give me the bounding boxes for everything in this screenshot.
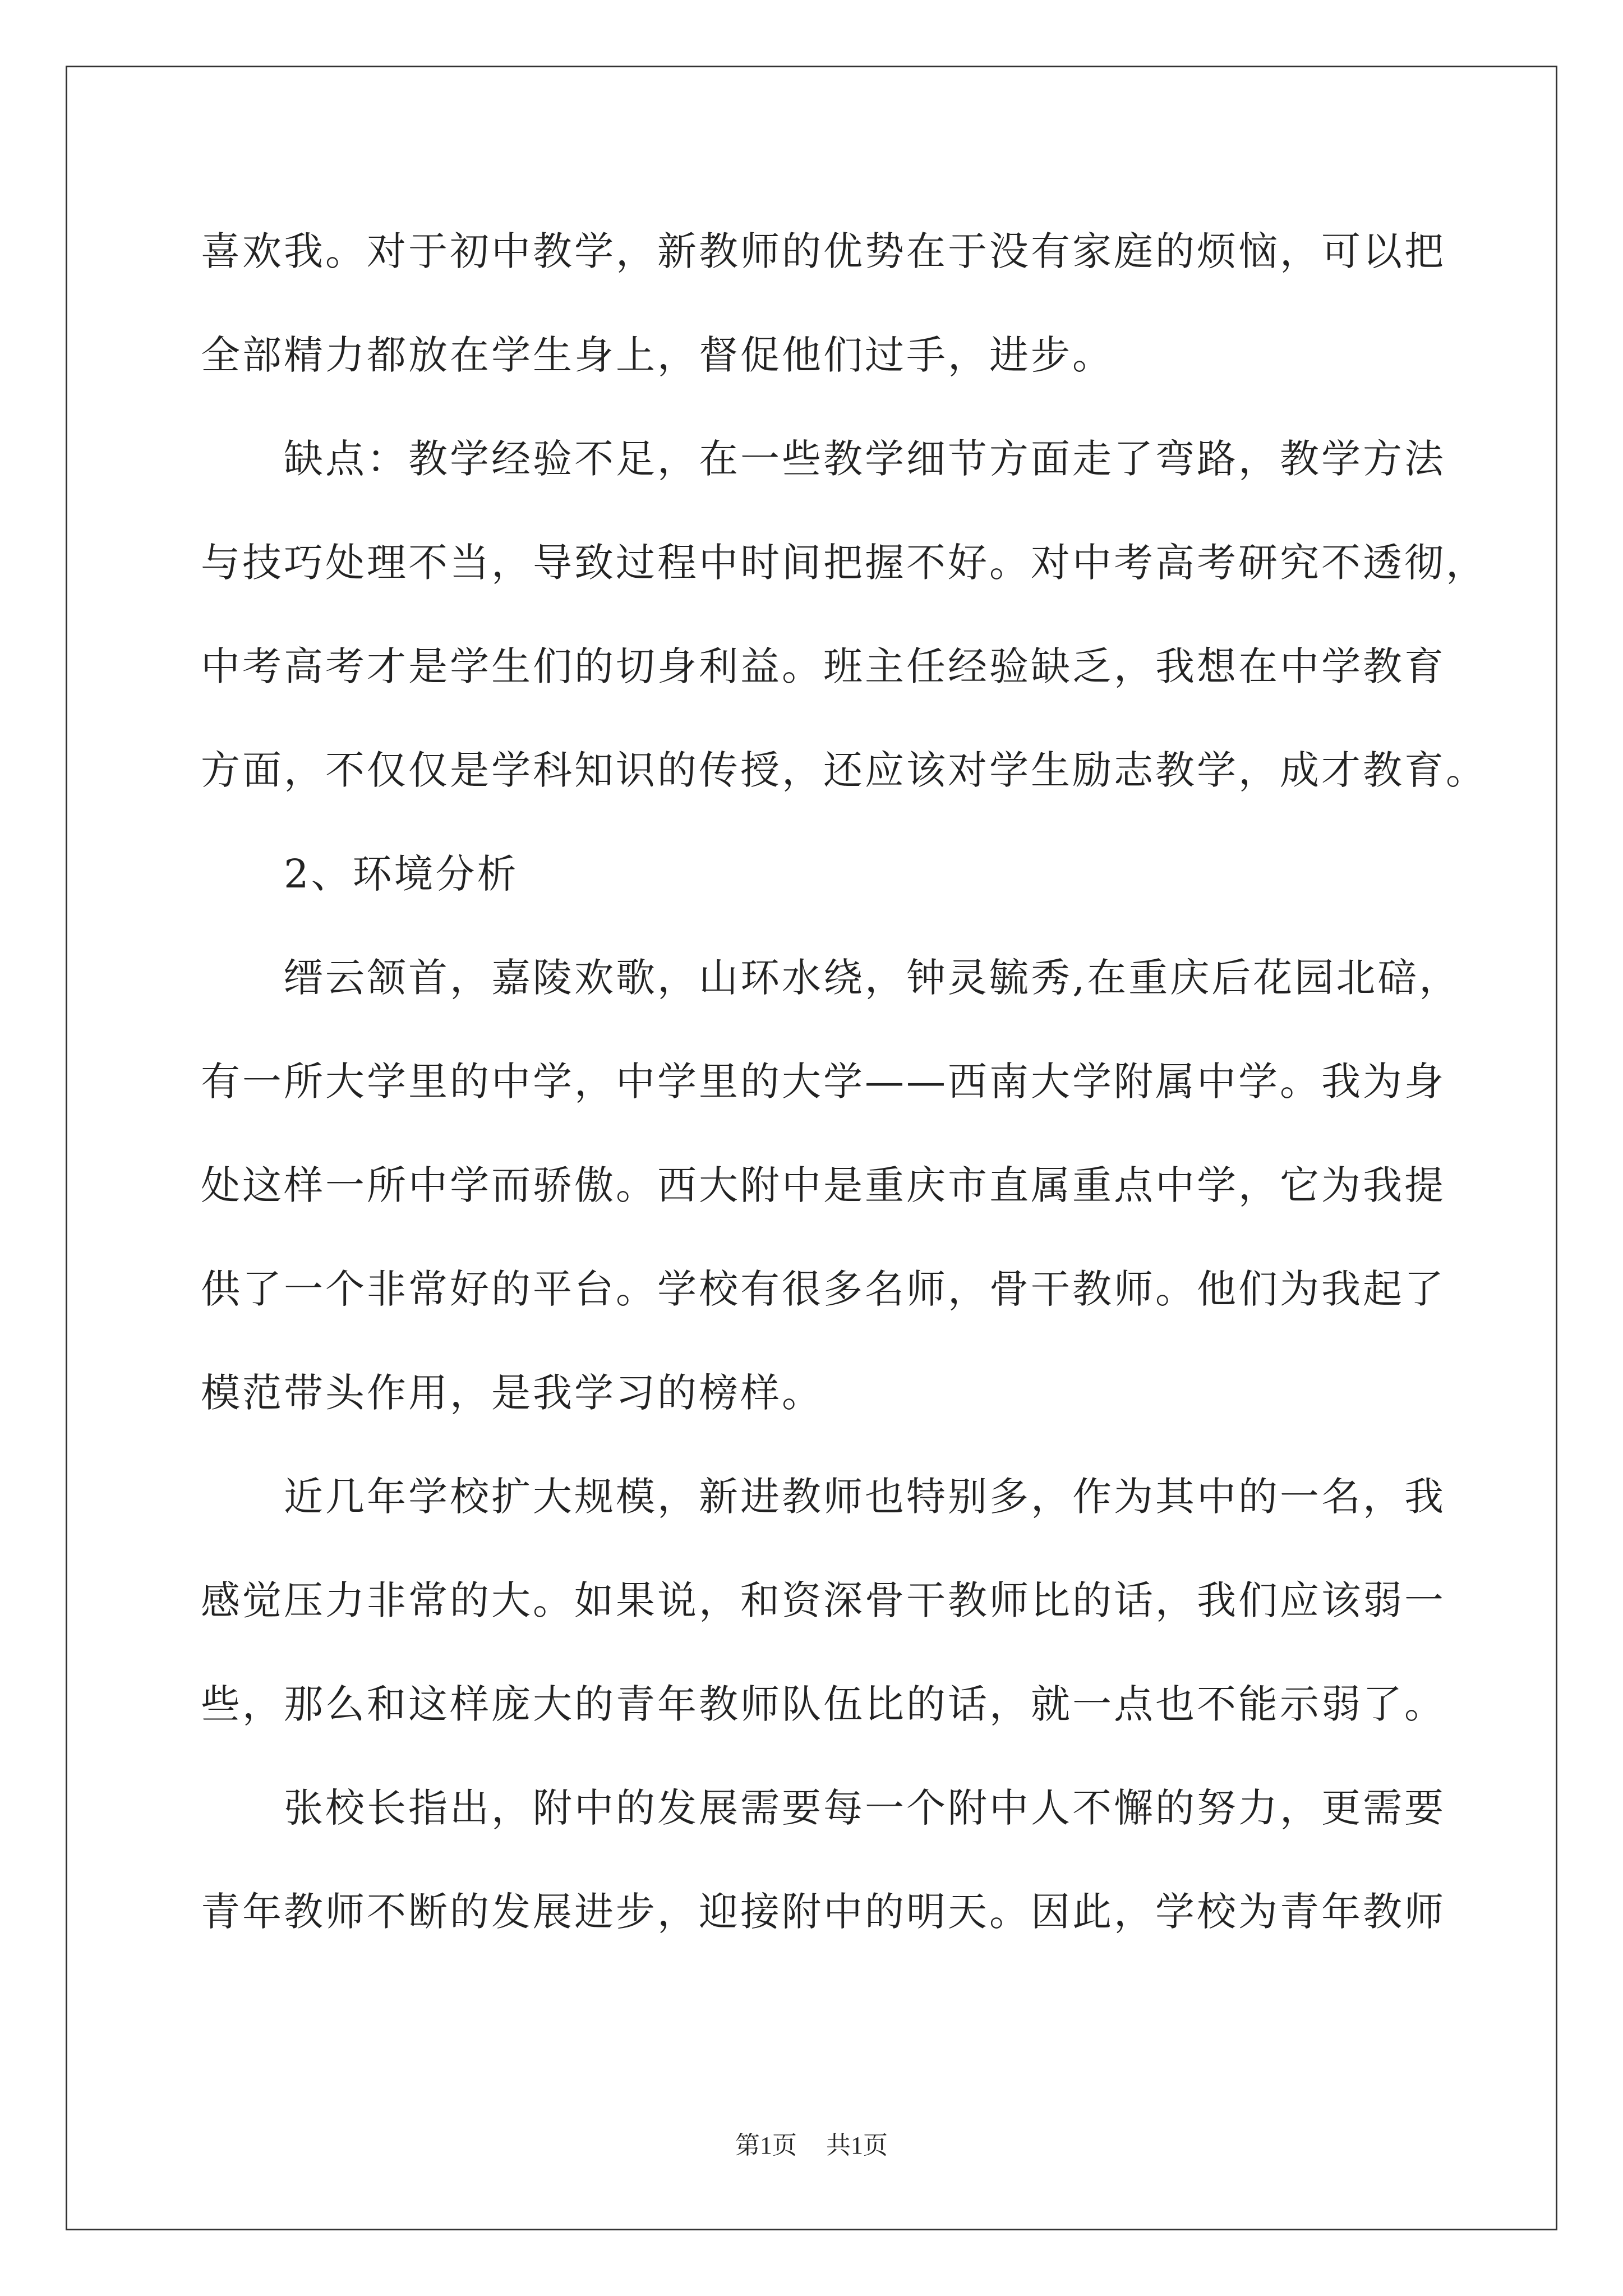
text-line: 缺点：教学经验不足，在一些教学细节方面走了弯路，教学方法 — [284, 436, 1446, 482]
text-line: 处这样一所中学而骄傲。西大附中是重庆市直属重点中学，它为我提 — [201, 1162, 1446, 1208]
text-line: 中考高考才是学生们的切身利益。班主任经验缺乏，我想在中学教育 — [201, 643, 1446, 689]
text-line: 供了一个非常好的平台。学校有很多名师，骨干教师。他们为我起了 — [201, 1266, 1446, 1312]
page-footer — [0, 2129, 1623, 2162]
text-line: 方面，不仅仅是学科知识的传授，还应该对学生励志教学，成才教育。 — [201, 747, 1487, 793]
text-line: 青年教师不断的发展进步，迎接附中的明天。因此，学校为青年教师 — [201, 1889, 1446, 1935]
text-line: 与技巧处理不当，导致过程中时间把握不好。对中考高考研究不透彻， — [201, 540, 1487, 586]
text-line: 缙云颔首，嘉陵欢歌，山环水绕，钟灵毓秀,在重庆后花园北碚， — [284, 955, 1461, 1001]
section-heading: 2、环境分析 — [284, 851, 519, 897]
text-line: 感觉压力非常的大。如果说，和资深骨干教师比的话，我们应该弱一 — [201, 1577, 1446, 1623]
document-body — [201, 209, 1487, 1973]
text-line: 喜欢我。对于初中教学，新教师的优势在于没有家庭的烦恼，可以把 — [201, 228, 1446, 274]
text-line: 近几年学校扩大规模，新进教师也特别多，作为其中的一名，我 — [284, 1474, 1446, 1520]
text-line: 张校长指出，附中的发展需要每一个附中人不懈的努力，更需要 — [284, 1785, 1446, 1831]
text-line: 些，那么和这样庞大的青年教师队伍比的话，就一点也不能示弱了。 — [201, 1681, 1446, 1727]
text-line: 全部精力都放在学生身上，督促他们过手，进步。 — [201, 332, 1114, 378]
text-line: 模范带头作用，是我学习的榜样。 — [201, 1370, 823, 1416]
page-total: 共1页 — [826, 2132, 888, 2159]
text-line: 有一所大学里的中学，中学里的大学——西南大学附属中学。我为身 — [201, 1059, 1446, 1105]
page-number: 第1页 — [735, 2132, 797, 2159]
